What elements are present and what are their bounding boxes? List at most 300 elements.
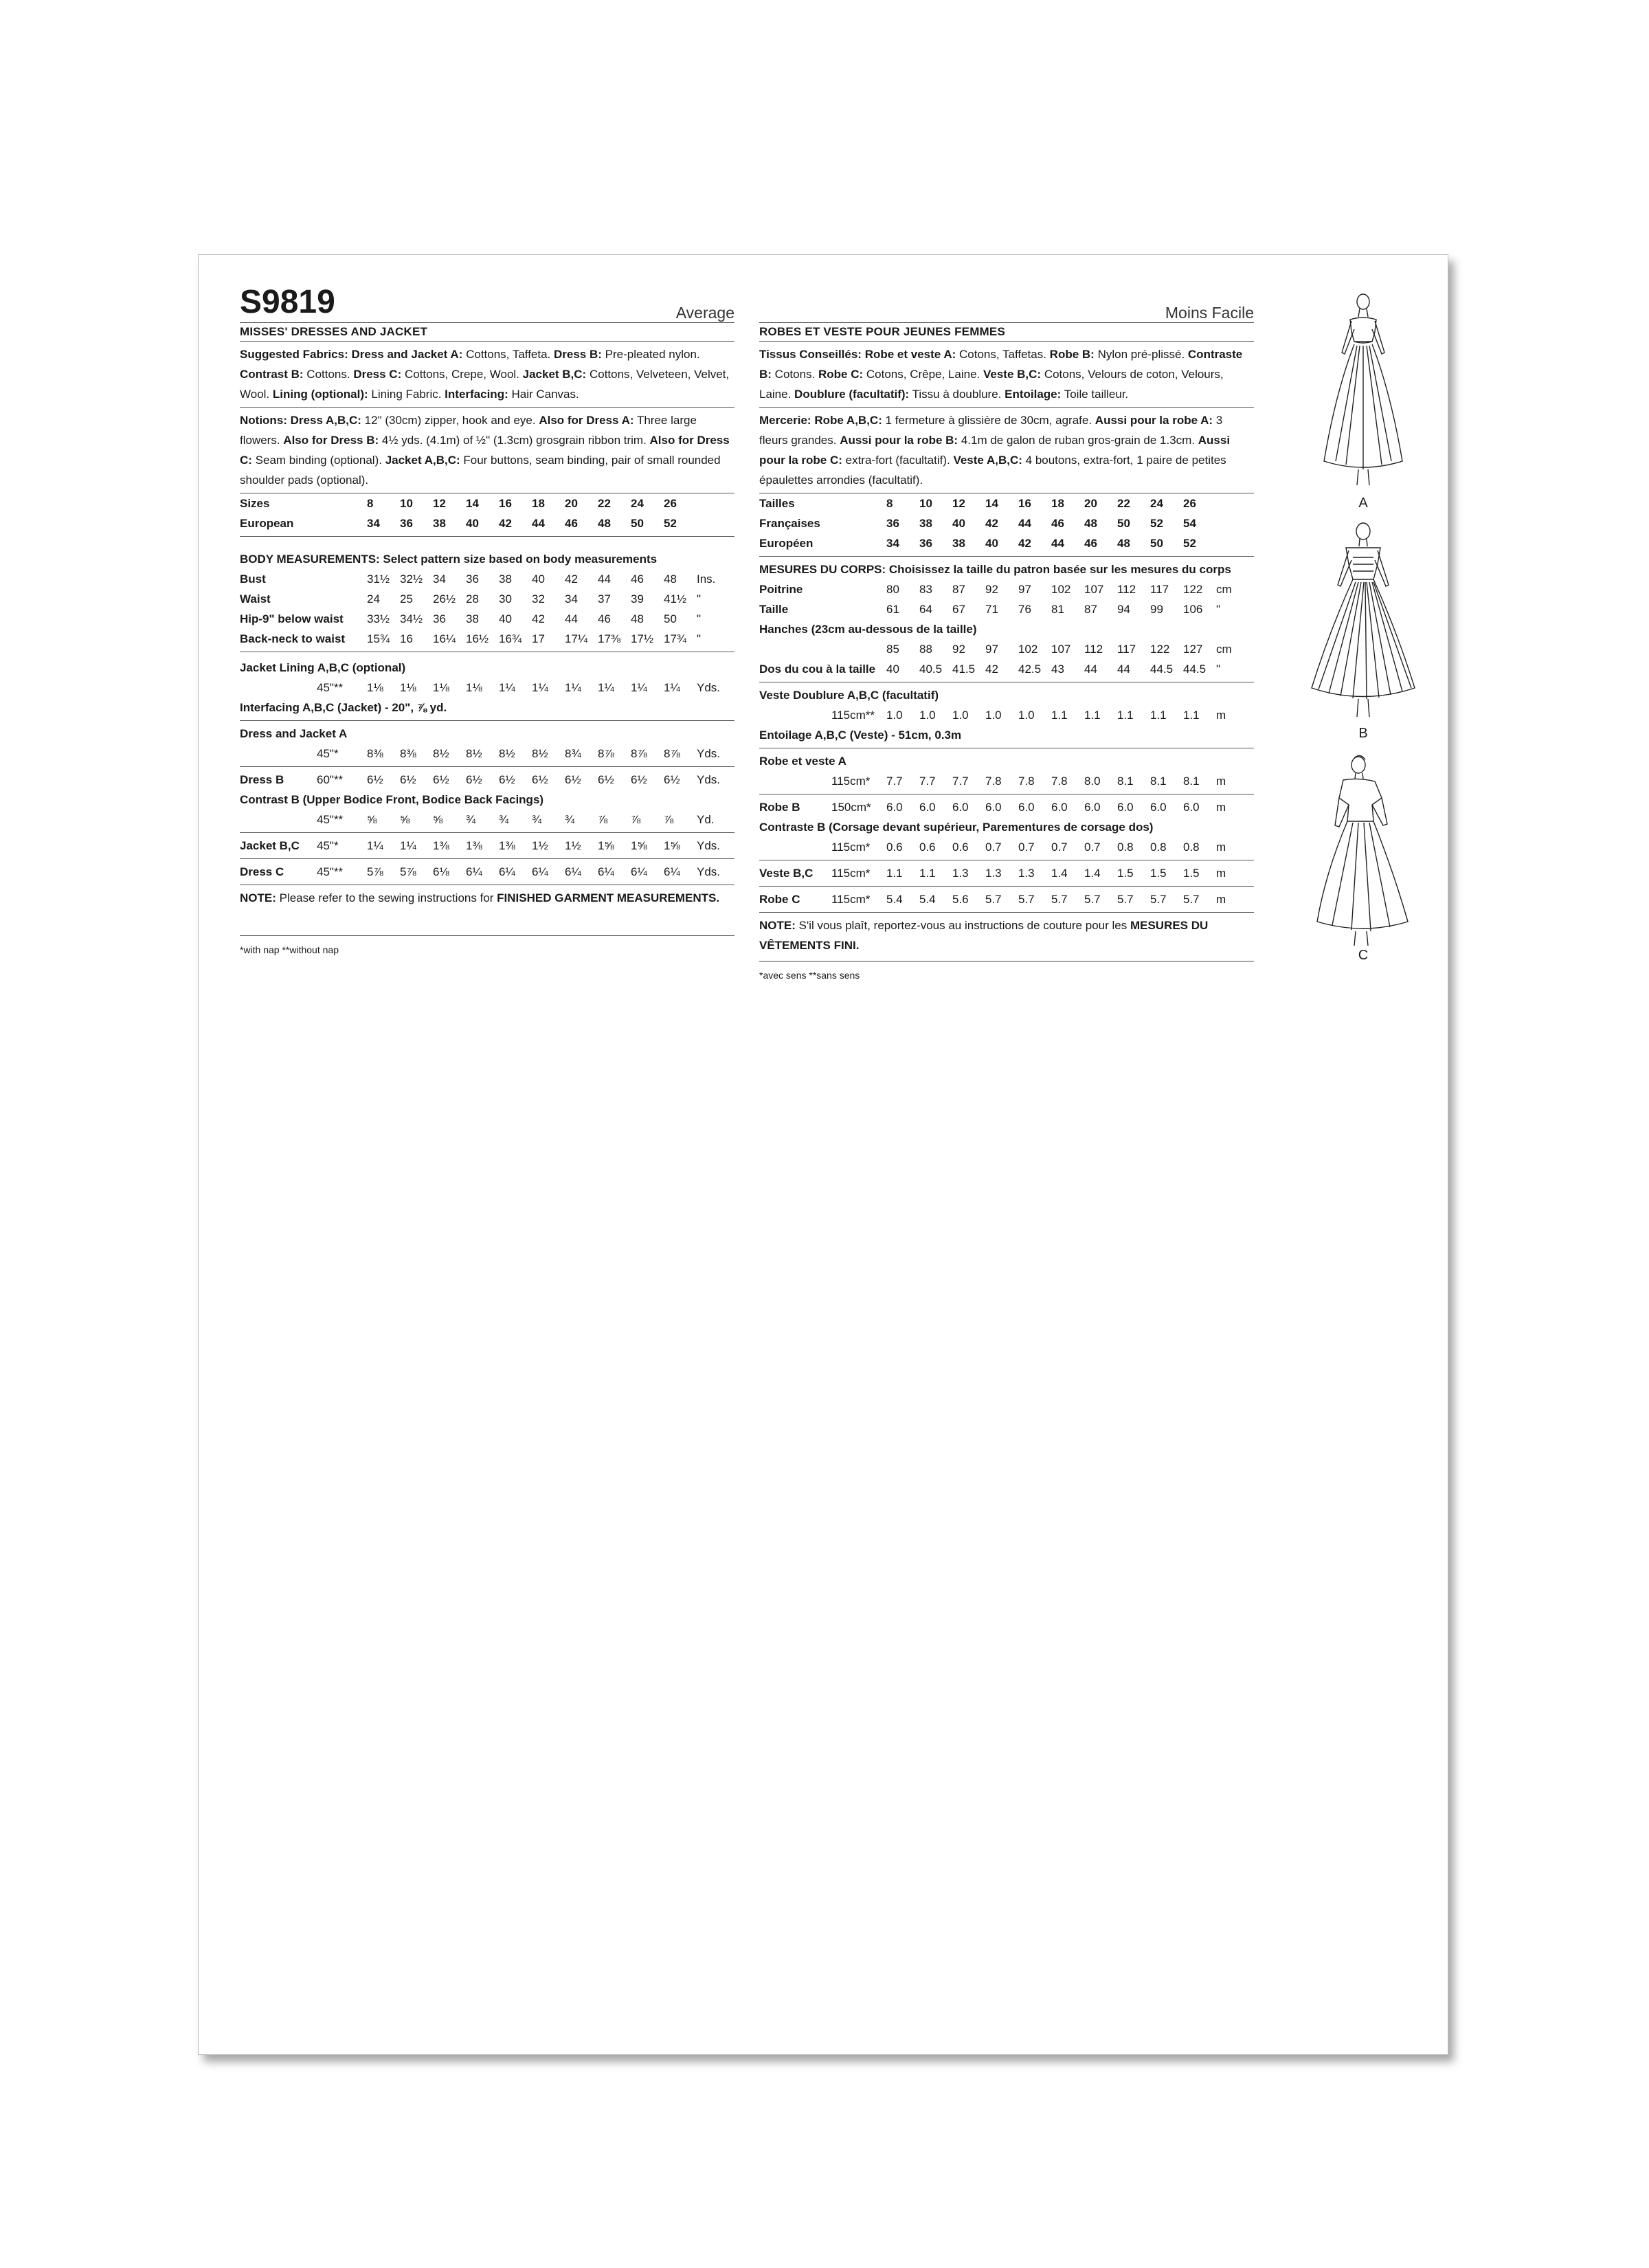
yardage-cell: 6½	[565, 773, 581, 786]
rich-text: Cotons, Crêpe, Laine.	[863, 368, 983, 381]
row-label: Veste B,C	[759, 867, 814, 880]
yardage-cell: 1.1	[886, 867, 903, 880]
yardage-cell: 8⅞	[598, 747, 614, 760]
yardage-cell: 5.7	[1018, 893, 1035, 906]
suggested-fabrics	[240, 342, 734, 408]
row-label	[759, 837, 831, 857]
yardage-cell: 1⅛	[466, 681, 482, 694]
unit-cell: Yds.	[697, 681, 721, 694]
yardage-cell: 7.7	[919, 775, 936, 788]
measurement-row	[240, 609, 734, 629]
yardage-cell: 1.3	[1018, 867, 1035, 880]
notions-fr	[759, 408, 1254, 493]
rich-text: Lining Fabric.	[368, 388, 445, 401]
size-cell: 46	[1051, 517, 1064, 530]
yardage-cell: 5.7	[1183, 893, 1200, 906]
row-label	[240, 744, 317, 764]
hip-table-fr	[759, 639, 1254, 679]
measurement-cell: 17¾	[664, 632, 687, 645]
measurement-cell: 48	[631, 612, 644, 625]
yardage-cell: 1⅛	[367, 681, 383, 694]
unit-cell: Yds.	[697, 773, 721, 786]
yardage-cell: 5.7	[1117, 893, 1134, 906]
size-cell: 22	[1117, 497, 1130, 510]
pattern-subtitle-fr: ROBES ET VESTE POUR JEUNES FEMMES	[759, 323, 1254, 342]
rich-text: Cotons.	[771, 368, 818, 381]
yardage-cell: 5.4	[886, 893, 903, 906]
interfacing-line-fr: Entoilage A,B,C (Veste) - 51cm, 0.3m	[759, 729, 962, 742]
european-row-fr	[759, 533, 1254, 553]
yardage-cell: 5⅞	[367, 865, 383, 878]
yardage-cell: 1.1	[1150, 709, 1167, 722]
size-cell: 38	[952, 537, 965, 550]
yardage-cell: 1½	[532, 839, 548, 852]
size-cell: 48	[598, 517, 611, 530]
measurement-cell: 17½	[631, 632, 654, 645]
yardage-row	[759, 705, 1254, 725]
dress-b-table-fr	[759, 797, 1254, 817]
yardage-cell: 1.5	[1183, 867, 1200, 880]
rich-text: 4½ yds. (4.1m) of ½" (1.3cm) grosgrain ribbon trim.	[379, 434, 650, 447]
measurement-cell: 42	[532, 612, 545, 625]
size-cell: 24	[631, 497, 644, 510]
yardage-cell: 1.4	[1051, 867, 1068, 880]
yardage-cell: ⅞	[631, 813, 641, 826]
rich-label: Mercerie: Robe A,B,C:	[759, 414, 882, 427]
rich-label: Doublure (facultatif):	[794, 388, 910, 401]
measurement-cell: 17¼	[565, 632, 588, 645]
body-measurements-heading: BODY MEASUREMENTS: Select pattern size based on body measurements	[240, 553, 658, 566]
measurement-cell: 30	[499, 592, 512, 605]
yardage-cell: 8½	[433, 747, 449, 760]
measurement-cell: 36	[433, 612, 446, 625]
jacket-lining-table-fr	[759, 705, 1254, 725]
size-cell: 24	[1150, 497, 1163, 510]
measurement-cell: 17⅜	[598, 632, 621, 645]
yardage-cell: 1.4	[1084, 867, 1101, 880]
rich-label: Contrast B:	[240, 368, 304, 381]
sizes-row	[240, 493, 734, 513]
yardage-cell: 0.6	[886, 841, 903, 854]
measurement-cell: 102	[1051, 583, 1071, 596]
rich-text: 12" (30cm) zipper, hook and eye.	[361, 414, 539, 427]
rich-label: Jacket A,B,C:	[385, 454, 460, 467]
size-cell: 12	[433, 497, 446, 510]
body-measurements	[240, 537, 734, 652]
measurement-cell: 88	[919, 643, 932, 656]
yardage-cell: 5.7	[985, 893, 1002, 906]
dress-jacket-a-heading: Dress and Jacket A	[240, 727, 348, 740]
measurement-cell: 37	[598, 592, 611, 605]
size-cell: 52	[1183, 537, 1196, 550]
jacket-lining-section	[240, 652, 734, 721]
yardage-cell: 6½	[433, 773, 449, 786]
view-illustrations	[1298, 289, 1428, 970]
yardage-cell: 6.0	[985, 801, 1002, 814]
yardage-cell: 1.1	[919, 867, 936, 880]
yardage-cell: 8½	[499, 747, 515, 760]
suggested-fabrics-fr	[759, 342, 1254, 408]
yardage-cell: 6½	[532, 773, 548, 786]
row-label	[240, 678, 317, 698]
size-cell: 18	[532, 497, 545, 510]
measurement-cell: 32½	[400, 572, 423, 586]
measurement-cell: 44	[565, 612, 578, 625]
row-label: Poitrine	[759, 583, 803, 596]
rich-label: Also for Dress B:	[283, 434, 379, 447]
yardage-cell: 1.3	[985, 867, 1002, 880]
yardage-cell: ¾	[565, 813, 575, 826]
size-cell: 48	[1117, 537, 1130, 550]
fabric-width-cell: 115cm*	[831, 841, 871, 854]
yardage-cell: 1.0	[919, 709, 936, 722]
measurement-cell: 40	[886, 663, 899, 676]
measurement-cell: 61	[886, 603, 899, 616]
yardage-cell: 6.0	[1018, 801, 1035, 814]
yardage-cell: 1¼	[565, 681, 581, 694]
size-cell: 26	[664, 497, 677, 510]
measurement-cell: 38	[499, 572, 512, 586]
yardage-cell: ¾	[499, 813, 509, 826]
yardage-cell: 6.0	[1051, 801, 1068, 814]
row-label: Robe B	[759, 801, 800, 814]
yardage-cell: 6½	[598, 773, 614, 786]
measurement-cell: 16	[400, 632, 413, 645]
rich-text: Hair Canvas.	[508, 388, 579, 401]
measurement-cell: 44	[1117, 663, 1130, 676]
rich-text: Cotons, Taffetas.	[956, 348, 1050, 361]
fabric-width-cell: 45"*	[317, 839, 339, 852]
row-label	[759, 639, 886, 659]
sizes-row-fr	[759, 493, 1254, 513]
size-cell: 10	[400, 497, 413, 510]
measurement-cell: 71	[985, 603, 998, 616]
rich-label: Also for Dress A:	[539, 414, 634, 427]
fabric-width-cell: 45"**	[317, 813, 344, 826]
unit-cell: m	[1216, 841, 1226, 854]
row-label: European	[240, 517, 294, 530]
measurement-cell: 97	[985, 643, 998, 656]
rich-text: Seam binding (optional).	[251, 454, 385, 467]
measurement-cell: 44.5	[1183, 663, 1207, 676]
view-a-label: A	[1358, 496, 1368, 511]
fabric-width-cell: 45"**	[317, 681, 344, 694]
size-cell: 38	[919, 517, 932, 530]
measurement-cell: 44	[598, 572, 611, 586]
rich-label: Veste A,B,C:	[953, 454, 1022, 467]
nap-footnote: *with nap **without nap	[240, 944, 339, 955]
yardage-cell: 6½	[664, 773, 680, 786]
dress-c-table	[240, 862, 734, 882]
rich-label: Veste B,C:	[983, 368, 1042, 381]
unit-cell	[1216, 533, 1254, 553]
pattern-number: S9819	[240, 284, 335, 320]
rich-label: Dress B:	[554, 348, 602, 361]
difficulty-level: Average	[675, 304, 734, 322]
size-cell: 42	[499, 517, 512, 530]
yardage-row	[240, 744, 734, 764]
rich-text: 4 boutons, extra-fort, 1 paire de petites épaulettes arrondies (facultatif).	[759, 454, 1226, 487]
measurement-cell: 26½	[433, 592, 456, 605]
measurement-cell: 38	[466, 612, 479, 625]
rich-text: Four buttons, seam binding, pair of small rounded shoulder pads (optional).	[240, 454, 721, 487]
yardage-cell: 6¼	[631, 865, 647, 878]
unit-cell: "	[1216, 663, 1221, 676]
yardage-cell: 6⅛	[433, 865, 449, 878]
rich-text: Cottons, Velveteen, Velvet, Wool.	[240, 368, 730, 401]
measurement-cell: 117	[1117, 643, 1136, 656]
dress-b-table	[240, 770, 734, 790]
size-chart	[240, 493, 734, 537]
size-cell: 50	[1150, 537, 1163, 550]
measurement-cell: 83	[919, 583, 932, 596]
rich-text: Cottons, Taffeta.	[462, 348, 554, 361]
measurement-cell: 40	[532, 572, 545, 586]
yardage-cell: 6¼	[499, 865, 515, 878]
rich-label: Lining (optional):	[272, 388, 368, 401]
size-cell: 8	[886, 497, 893, 510]
yardage-cell: 1½	[565, 839, 581, 852]
measurement-cell: 117	[1150, 583, 1169, 596]
size-cell: 14	[985, 497, 998, 510]
contrast-b-heading: Contrast B (Upper Bodice Front, Bodice Back Facings)	[240, 793, 544, 806]
rich-text: 4.1m de galon de ruban gros-grain de 1.3cm.	[958, 434, 1198, 447]
measurement-cell: 46	[598, 612, 611, 625]
measurement-cell: 16¾	[499, 632, 522, 645]
yardage-row	[240, 862, 734, 882]
yardage-cell: 1¼	[664, 681, 680, 694]
yardage-cell: 6¼	[466, 865, 482, 878]
yardage-cell: 8¾	[565, 747, 581, 760]
measurement-cell: 34	[433, 572, 446, 586]
yardage-cell: 1.1	[1084, 709, 1101, 722]
french-header	[759, 289, 1254, 323]
rich-text: 1 fermeture à glissière de 30cm, agrafe.	[882, 414, 1095, 427]
measurement-cell: 42	[565, 572, 578, 586]
back-neck-row-fr	[759, 659, 1254, 679]
dress-b-illustration-icon	[1298, 516, 1428, 729]
measurement-cell: 122	[1150, 643, 1170, 656]
yardage-cell: 6½	[499, 773, 515, 786]
yardage-cell: 6¼	[532, 865, 548, 878]
fabric-width-cell: 60"**	[317, 773, 344, 786]
yardage-cell: 8⅜	[367, 747, 383, 760]
finished-measurements-note: NOTE: Please refer to the sewing instructions for FINISHED GARMENT MEASUREMENTS.	[240, 885, 734, 936]
yardage-cell: 0.6	[919, 841, 936, 854]
yardage-cell: 0.7	[1084, 841, 1101, 854]
measurement-cell: 41.5	[952, 663, 976, 676]
row-label	[759, 771, 831, 791]
view-b	[1298, 516, 1428, 750]
yardage-cell: 1⅜	[433, 839, 449, 852]
measurement-cell: 17	[532, 632, 545, 645]
yardage-cell: 6.0	[1150, 801, 1167, 814]
measurement-row	[240, 569, 734, 589]
row-label: Européen	[759, 537, 814, 550]
yardage-cell: 1¼	[400, 839, 416, 852]
fabric-width-cell: 115cm**	[831, 709, 875, 722]
rich-text: Nylon pré-plissé.	[1094, 348, 1188, 361]
yardage-cell: 6.0	[1183, 801, 1200, 814]
size-cell: 42	[985, 517, 998, 530]
measurement-cell: 67	[952, 603, 965, 616]
european-row	[240, 513, 734, 533]
size-cell: 36	[400, 517, 413, 530]
yardage-row	[759, 771, 1254, 791]
measurement-cell: 112	[1084, 643, 1103, 656]
measurement-cell: 32	[532, 592, 545, 605]
rich-label: Entoilage:	[1005, 388, 1062, 401]
rich-text: Cotons, Velours de coton, Velours, Laine.	[759, 368, 1224, 401]
size-cell: 26	[1183, 497, 1196, 510]
size-cell: 10	[919, 497, 932, 510]
rich-text: 3 fleurs grandes.	[759, 414, 1223, 447]
measurement-cell: 44.5	[1150, 663, 1174, 676]
size-cell: 40	[985, 537, 998, 550]
measurement-cell: 24	[367, 592, 380, 605]
view-c	[1298, 750, 1428, 970]
measurement-cell: 28	[466, 592, 479, 605]
yardage-cell: 1¼	[499, 681, 515, 694]
rich-label: Aussi pour la robe A:	[1095, 414, 1213, 427]
jacket-lining-section-fr	[759, 682, 1254, 748]
dress-c-section-fr	[759, 887, 1254, 913]
yardage-row	[240, 836, 734, 856]
pattern-subtitle: MISSES' DRESSES AND JACKET	[240, 323, 734, 342]
rich-label: Robe C:	[818, 368, 864, 381]
measurement-cell: 25	[400, 592, 413, 605]
unit-cell: cm	[1216, 643, 1232, 656]
yardage-cell: 5.7	[1150, 893, 1167, 906]
jacket-bc-section-fr	[759, 860, 1254, 887]
jacket-lining-heading: Jacket Lining A,B,C (optional)	[240, 661, 406, 674]
unit-cell: m	[1216, 709, 1226, 722]
unit-cell: Yds.	[697, 865, 721, 878]
nap-footnote-fr: *avec sens **sans sens	[759, 970, 860, 981]
fabric-width-cell: 45"*	[317, 747, 339, 760]
rich-text: Tissu à doublure.	[909, 388, 1005, 401]
dress-b-section	[240, 767, 734, 833]
yardage-cell: 8⅜	[400, 747, 416, 760]
yardage-cell: 6.0	[952, 801, 969, 814]
size-chart-fr	[759, 493, 1254, 557]
rich-label: Also for Dress C:	[240, 434, 730, 467]
french-column	[759, 289, 1254, 986]
yardage-row	[240, 810, 734, 830]
yardage-cell: 7.8	[985, 775, 1002, 788]
size-cell: 44	[532, 517, 545, 530]
measurement-cell: 41½	[664, 592, 687, 605]
yardage-cell: ⅝	[367, 813, 377, 826]
measurement-cell: 76	[1018, 603, 1031, 616]
unit-cell	[1216, 513, 1254, 533]
yardage-cell: 1.1	[1117, 709, 1134, 722]
size-cell: 50	[1117, 517, 1130, 530]
measurement-cell: 42	[985, 663, 998, 676]
yardage-cell: 7.8	[1051, 775, 1068, 788]
yardage-cell: 1¼	[598, 681, 614, 694]
measurement-cell: 87	[1084, 603, 1097, 616]
yardage-cell: 0.7	[985, 841, 1002, 854]
measurement-row	[759, 579, 1254, 599]
measurement-cell: 92	[985, 583, 998, 596]
yardage-cell: 0.7	[1051, 841, 1068, 854]
dress-jacket-a-section-fr	[759, 748, 1254, 794]
measurement-cell: 85	[886, 643, 899, 656]
yardage-cell: 1.1	[1183, 709, 1200, 722]
measurement-cell: 39	[631, 592, 644, 605]
measurement-cell: 92	[952, 643, 965, 656]
yardage-cell: 8.0	[1084, 775, 1101, 788]
english-header	[240, 284, 734, 323]
yardage-cell: 0.8	[1117, 841, 1134, 854]
size-table	[240, 493, 734, 533]
yardage-cell: 8½	[532, 747, 548, 760]
size-cell: 16	[499, 497, 512, 510]
dress-a-illustration-icon	[1298, 289, 1428, 496]
yardage-cell: 6¼	[598, 865, 614, 878]
jacket-lining-heading-fr: Veste Doublure A,B,C (facultatif)	[759, 689, 939, 702]
measurement-cell: 42.5	[1018, 663, 1042, 676]
yardage-cell: 0.8	[1183, 841, 1200, 854]
yardage-cell: ¾	[466, 813, 476, 826]
pattern-envelope-back	[198, 254, 1448, 2055]
yardage-cell: 5.7	[1084, 893, 1101, 906]
yardage-cell: 0.8	[1150, 841, 1167, 854]
jacket-bc-table-fr	[759, 863, 1254, 883]
yardage-cell: 1⅜	[499, 839, 515, 852]
measurement-cell: 102	[1018, 643, 1038, 656]
rich-label: Jacket B,C:	[522, 368, 587, 381]
measurement-cell: 87	[952, 583, 965, 596]
yardage-row	[240, 770, 734, 790]
yardage-cell: ⅞	[664, 813, 674, 826]
rich-label: Aussi pour la robe C:	[759, 434, 1231, 467]
rich-text: Cottons, Crepe, Wool.	[401, 368, 523, 381]
measurement-cell: 31½	[367, 572, 390, 586]
measurement-cell: 43	[1051, 663, 1064, 676]
yardage-cell: 7.7	[952, 775, 969, 788]
yardage-cell: ⅝	[433, 813, 443, 826]
row-label	[240, 810, 317, 830]
fabric-width-cell: 115cm*	[831, 867, 871, 880]
yardage-cell: 1⅝	[598, 839, 614, 852]
measurement-cell: 36	[466, 572, 479, 586]
finished-measurements-note-fr: NOTE: S'il vous plaît, reportez-vous au instructions de couture pour les MESURES DU VÊTEMENTS FINI.	[759, 913, 1254, 961]
yardage-row	[759, 863, 1254, 883]
unit-cell	[697, 493, 734, 513]
row-label: Dress C	[240, 865, 284, 878]
yardage-cell: 1.3	[952, 867, 969, 880]
unit-cell: Yds.	[697, 747, 721, 760]
view-c-label: C	[1358, 948, 1369, 963]
measurement-cell: 44	[1084, 663, 1097, 676]
rich-label: Notions: Dress A,B,C:	[240, 414, 361, 427]
rich-text: Three large flowers.	[240, 414, 697, 447]
size-cell: 44	[1051, 537, 1064, 550]
measurement-cell: 48	[664, 572, 677, 586]
size-cell: 52	[664, 517, 677, 530]
size-cell: 22	[598, 497, 611, 510]
size-cell: 18	[1051, 497, 1064, 510]
rich-text: Cottons.	[303, 368, 354, 381]
yardage-cell: 1.5	[1117, 867, 1134, 880]
unit-cell: "	[697, 592, 702, 605]
yardage-cell: 0.7	[1018, 841, 1035, 854]
unit-cell	[697, 513, 734, 533]
fabric-width-cell: 115cm*	[831, 893, 871, 906]
row-label: Bust	[240, 572, 266, 586]
